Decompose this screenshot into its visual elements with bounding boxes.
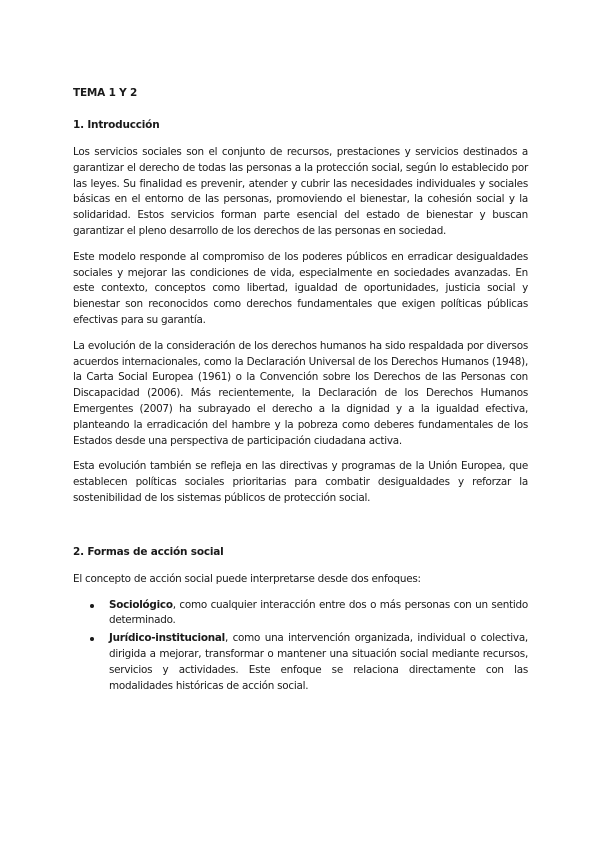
list-item-text: , como cualquier interacción entre dos o más personas con un sentido determinado. (109, 598, 528, 627)
section-introduccion (73, 118, 528, 507)
section-heading: 1. Introducción (73, 119, 160, 131)
document-title: TEMA 1 Y 2 (73, 87, 138, 99)
paragraph: La evolución de la consideración de los derechos humanos ha sido respaldada por diversos acuerdos internacionales, como la Declaración Universal de los Derechos Humanos (1948), la Carta Social Europea (1961) o la Convención sobre los Derechos de las Personas con Discapacidad (2006). Más recientemente, la Declaración de los Derechos Humanos Emergentes (2007) ha subrayado el derecho a la dignidad y a la igualdad efectiva, planteando la erradicación del hambre y la pobreza como deberes fundamentales de los Estados desde una perspectiva de participación ciudadana activa. (73, 339, 528, 447)
paragraph: El concepto de acción social puede interpretarse desde dos enfoques: (73, 572, 421, 585)
section-heading: 2. Formas de acción social (73, 545, 224, 558)
section-formas-accion-social (73, 545, 528, 695)
list-item-term: Sociológico (109, 598, 173, 611)
paragraph: Esta evolución también se refleja en las directivas y programas de la Unión Europea, que establecen políticas sociales prioritarias para combatir desigualdades y reforzar la sostenibilidad de los sistemas públicos de protección social. (73, 460, 528, 504)
paragraph: Los servicios sociales son el conjunto de recursos, prestaciones y servicios destinados a garantizar el derecho de todas las personas a la protección social, según lo establecido por las leyes. Su finalidad es prevenir, atender y cubrir las necesidades individuales y sociales básicas en el entorno de las personas, promoviendo el bienestar, la cohesión social y la solidaridad. Estos servicios forman parte esencial del estado de bienestar y buscan garantizar el pleno desarrollo de los derechos de las personas en sociedad. (73, 146, 528, 237)
paragraph: Este modelo responde al compromiso de los poderes públicos en erradicar desigualdades sociales y mejorar las condiciones de vida, especialmente en sociedades avanzadas. En este contexto, conceptos como libertad, igualdad de oportunidades, justicia social y bienestar son reconocidos como derechos fundamentales que exigen políticas públicas efectivas para su garantía. (73, 250, 528, 326)
section-spacer (73, 517, 528, 545)
list-item (73, 631, 528, 694)
list-item-term: Jurídico-institucional (109, 632, 225, 645)
bullet-icon (90, 637, 94, 641)
list-item-text: , como una intervención organizada, individual o colectiva, dirigida a mejorar, transformar o mantener una situación social mediante recursos, servicios y actividades. Este enfoque se relaciona directamente con las modalidades históricas de acción social. (109, 632, 528, 692)
bullet-list (73, 598, 528, 695)
list-item (73, 598, 528, 630)
bullet-icon (90, 604, 94, 608)
document-page (73, 86, 528, 696)
